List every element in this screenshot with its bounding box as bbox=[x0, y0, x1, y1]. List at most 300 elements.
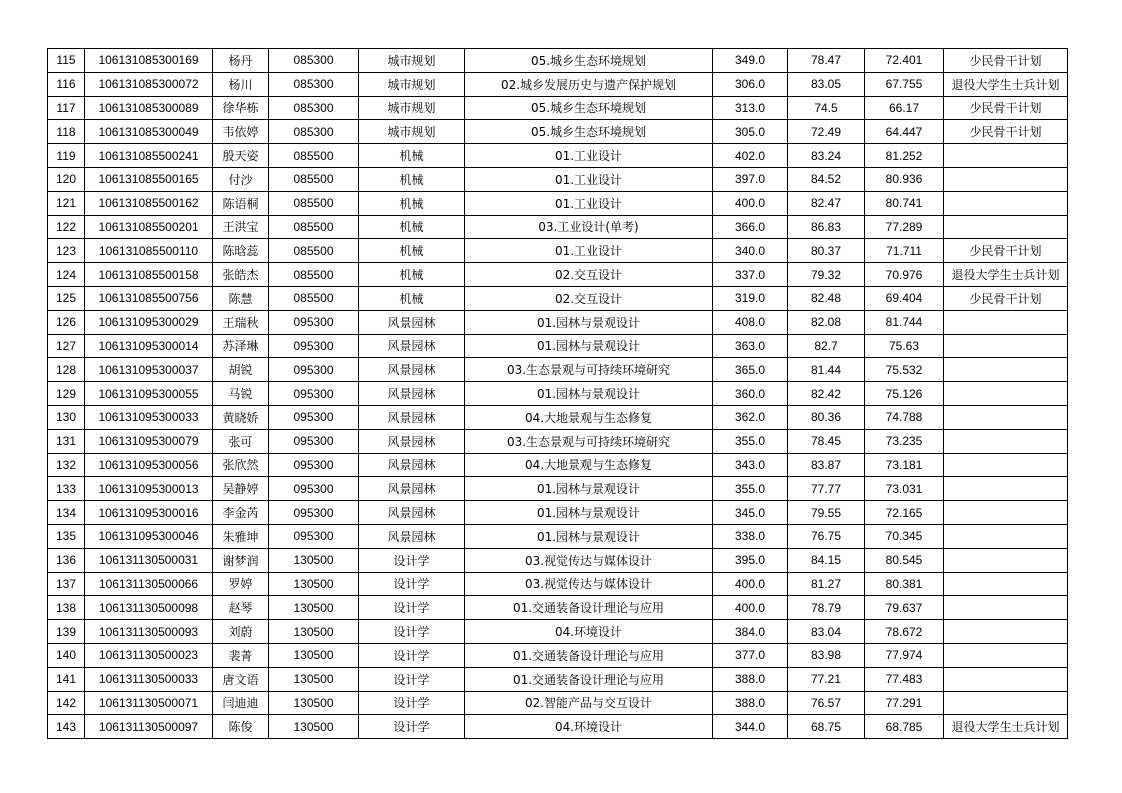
row-index-cell: 123 bbox=[48, 239, 85, 263]
candidate-name-cell: 徐华栋 bbox=[213, 96, 269, 120]
candidate-name-cell: 张欣然 bbox=[213, 453, 269, 477]
table-row bbox=[48, 167, 1068, 191]
candidate-name-cell: 王瑞秋 bbox=[213, 310, 269, 334]
initial-score-cell: 397.0 bbox=[713, 167, 788, 191]
special-plan-cell bbox=[944, 167, 1068, 191]
interview-score-cell: 82.08 bbox=[788, 310, 865, 334]
major-code-cell: 095300 bbox=[269, 524, 359, 548]
row-index-cell: 141 bbox=[48, 667, 85, 691]
special-plan-cell: 退役大学生士兵计划 bbox=[944, 715, 1068, 739]
row-index-cell: 135 bbox=[48, 524, 85, 548]
initial-score-cell: 340.0 bbox=[713, 239, 788, 263]
research-direction-cell: 01.园林与景观设计 bbox=[465, 334, 713, 358]
major-name-cell: 风景园林 bbox=[359, 501, 465, 525]
major-code-cell: 095300 bbox=[269, 334, 359, 358]
interview-score-cell: 72.49 bbox=[788, 120, 865, 144]
special-plan-cell: 少民骨干计划 bbox=[944, 96, 1068, 120]
major-code-cell: 095300 bbox=[269, 429, 359, 453]
major-code-cell: 130500 bbox=[269, 596, 359, 620]
candidate-name-cell: 吴静婷 bbox=[213, 477, 269, 501]
research-direction-cell: 01.交通装备设计理论与应用 bbox=[465, 596, 713, 620]
table-row bbox=[48, 286, 1068, 310]
initial-score-cell: 306.0 bbox=[713, 72, 788, 96]
special-plan-cell bbox=[944, 215, 1068, 239]
candidate-name-cell: 杨川 bbox=[213, 72, 269, 96]
research-direction-cell: 05.城乡生态环境规划 bbox=[465, 96, 713, 120]
row-index-cell: 121 bbox=[48, 191, 85, 215]
initial-score-cell: 355.0 bbox=[713, 477, 788, 501]
row-index-cell: 118 bbox=[48, 120, 85, 144]
initial-score-cell: 305.0 bbox=[713, 120, 788, 144]
exam-number-cell: 106131085500756 bbox=[85, 286, 213, 310]
row-index-cell: 134 bbox=[48, 501, 85, 525]
initial-score-cell: 344.0 bbox=[713, 715, 788, 739]
row-index-cell: 133 bbox=[48, 477, 85, 501]
initial-score-cell: 402.0 bbox=[713, 144, 788, 168]
row-index-cell: 115 bbox=[48, 49, 85, 73]
total-score-cell: 79.637 bbox=[865, 596, 944, 620]
research-direction-cell: 05.城乡生态环境规划 bbox=[465, 49, 713, 73]
row-index-cell: 129 bbox=[48, 382, 85, 406]
table-body bbox=[48, 49, 1068, 739]
total-score-cell: 69.404 bbox=[865, 286, 944, 310]
total-score-cell: 70.976 bbox=[865, 263, 944, 287]
initial-score-cell: 388.0 bbox=[713, 691, 788, 715]
special-plan-cell bbox=[944, 429, 1068, 453]
initial-score-cell: 377.0 bbox=[713, 643, 788, 667]
exam-number-cell: 106131085500158 bbox=[85, 263, 213, 287]
table-row bbox=[48, 120, 1068, 144]
research-direction-cell: 01.工业设计 bbox=[465, 239, 713, 263]
research-direction-cell: 04.环境设计 bbox=[465, 715, 713, 739]
table-row bbox=[48, 191, 1068, 215]
major-name-cell: 设计学 bbox=[359, 667, 465, 691]
table-row bbox=[48, 572, 1068, 596]
initial-score-cell: 363.0 bbox=[713, 334, 788, 358]
table-row bbox=[48, 643, 1068, 667]
major-code-cell: 095300 bbox=[269, 310, 359, 334]
major-name-cell: 设计学 bbox=[359, 572, 465, 596]
total-score-cell: 75.532 bbox=[865, 358, 944, 382]
major-code-cell: 085500 bbox=[269, 286, 359, 310]
special-plan-cell bbox=[944, 334, 1068, 358]
candidate-name-cell: 赵琴 bbox=[213, 596, 269, 620]
major-name-cell: 风景园林 bbox=[359, 382, 465, 406]
major-code-cell: 130500 bbox=[269, 620, 359, 644]
initial-score-cell: 337.0 bbox=[713, 263, 788, 287]
special-plan-cell bbox=[944, 667, 1068, 691]
interview-score-cell: 78.79 bbox=[788, 596, 865, 620]
total-score-cell: 68.785 bbox=[865, 715, 944, 739]
major-code-cell: 085500 bbox=[269, 144, 359, 168]
admissions-table bbox=[47, 48, 1068, 739]
candidate-name-cell: 杨丹 bbox=[213, 49, 269, 73]
major-code-cell: 095300 bbox=[269, 477, 359, 501]
table-row bbox=[48, 453, 1068, 477]
candidate-name-cell: 张皓杰 bbox=[213, 263, 269, 287]
candidate-name-cell: 马锐 bbox=[213, 382, 269, 406]
exam-number-cell: 106131085300169 bbox=[85, 49, 213, 73]
major-code-cell: 130500 bbox=[269, 691, 359, 715]
research-direction-cell: 03.生态景观与可持续环境研究 bbox=[465, 429, 713, 453]
row-index-cell: 127 bbox=[48, 334, 85, 358]
research-direction-cell: 05.城乡生态环境规划 bbox=[465, 120, 713, 144]
major-code-cell: 095300 bbox=[269, 501, 359, 525]
major-name-cell: 设计学 bbox=[359, 596, 465, 620]
candidate-name-cell: 谢梦润 bbox=[213, 548, 269, 572]
row-index-cell: 138 bbox=[48, 596, 85, 620]
interview-score-cell: 84.15 bbox=[788, 548, 865, 572]
initial-score-cell: 355.0 bbox=[713, 429, 788, 453]
row-index-cell: 119 bbox=[48, 144, 85, 168]
research-direction-cell: 02.城乡发展历史与遗产保护规划 bbox=[465, 72, 713, 96]
candidate-name-cell: 韦依婷 bbox=[213, 120, 269, 144]
special-plan-cell bbox=[944, 477, 1068, 501]
major-name-cell: 机械 bbox=[359, 263, 465, 287]
row-index-cell: 124 bbox=[48, 263, 85, 287]
exam-number-cell: 106131130500031 bbox=[85, 548, 213, 572]
major-code-cell: 130500 bbox=[269, 715, 359, 739]
research-direction-cell: 01.交通装备设计理论与应用 bbox=[465, 643, 713, 667]
table-row bbox=[48, 49, 1068, 73]
special-plan-cell: 少民骨干计划 bbox=[944, 286, 1068, 310]
major-code-cell: 095300 bbox=[269, 358, 359, 382]
interview-score-cell: 83.87 bbox=[788, 453, 865, 477]
exam-number-cell: 106131130500066 bbox=[85, 572, 213, 596]
interview-score-cell: 77.21 bbox=[788, 667, 865, 691]
exam-number-cell: 106131085500162 bbox=[85, 191, 213, 215]
table-row bbox=[48, 144, 1068, 168]
candidate-name-cell: 张可 bbox=[213, 429, 269, 453]
exam-number-cell: 106131085500241 bbox=[85, 144, 213, 168]
major-name-cell: 风景园林 bbox=[359, 429, 465, 453]
interview-score-cell: 84.52 bbox=[788, 167, 865, 191]
major-name-cell: 设计学 bbox=[359, 643, 465, 667]
major-name-cell: 机械 bbox=[359, 215, 465, 239]
major-name-cell: 风景园林 bbox=[359, 334, 465, 358]
major-name-cell: 设计学 bbox=[359, 620, 465, 644]
research-direction-cell: 04.大地景观与生态修复 bbox=[465, 453, 713, 477]
row-index-cell: 128 bbox=[48, 358, 85, 382]
initial-score-cell: 313.0 bbox=[713, 96, 788, 120]
candidate-name-cell: 罗婷 bbox=[213, 572, 269, 596]
candidate-name-cell: 裴菁 bbox=[213, 643, 269, 667]
major-name-cell: 机械 bbox=[359, 239, 465, 263]
exam-number-cell: 106131095300016 bbox=[85, 501, 213, 525]
major-name-cell: 城市规划 bbox=[359, 96, 465, 120]
major-name-cell: 城市规划 bbox=[359, 120, 465, 144]
row-index-cell: 131 bbox=[48, 429, 85, 453]
row-index-cell: 140 bbox=[48, 643, 85, 667]
interview-score-cell: 79.32 bbox=[788, 263, 865, 287]
table-row bbox=[48, 524, 1068, 548]
exam-number-cell: 106131130500098 bbox=[85, 596, 213, 620]
major-code-cell: 130500 bbox=[269, 572, 359, 596]
interview-score-cell: 83.05 bbox=[788, 72, 865, 96]
candidate-name-cell: 陈语桐 bbox=[213, 191, 269, 215]
major-name-cell: 城市规划 bbox=[359, 49, 465, 73]
research-direction-cell: 03.生态景观与可持续环境研究 bbox=[465, 358, 713, 382]
research-direction-cell: 01.园林与景观设计 bbox=[465, 310, 713, 334]
special-plan-cell bbox=[944, 453, 1068, 477]
total-score-cell: 75.126 bbox=[865, 382, 944, 406]
row-index-cell: 122 bbox=[48, 215, 85, 239]
row-index-cell: 139 bbox=[48, 620, 85, 644]
initial-score-cell: 345.0 bbox=[713, 501, 788, 525]
initial-score-cell: 362.0 bbox=[713, 405, 788, 429]
exam-number-cell: 106131095300029 bbox=[85, 310, 213, 334]
total-score-cell: 72.165 bbox=[865, 501, 944, 525]
total-score-cell: 73.181 bbox=[865, 453, 944, 477]
special-plan-cell bbox=[944, 382, 1068, 406]
interview-score-cell: 82.42 bbox=[788, 382, 865, 406]
row-index-cell: 132 bbox=[48, 453, 85, 477]
table-row bbox=[48, 72, 1068, 96]
major-name-cell: 设计学 bbox=[359, 715, 465, 739]
table-row bbox=[48, 596, 1068, 620]
interview-score-cell: 68.75 bbox=[788, 715, 865, 739]
table-row bbox=[48, 501, 1068, 525]
special-plan-cell: 退役大学生士兵计划 bbox=[944, 263, 1068, 287]
candidate-name-cell: 朱雅坤 bbox=[213, 524, 269, 548]
exam-number-cell: 106131095300055 bbox=[85, 382, 213, 406]
table-row bbox=[48, 358, 1068, 382]
total-score-cell: 80.545 bbox=[865, 548, 944, 572]
candidate-name-cell: 陈慧 bbox=[213, 286, 269, 310]
initial-score-cell: 366.0 bbox=[713, 215, 788, 239]
major-code-cell: 130500 bbox=[269, 643, 359, 667]
table-row bbox=[48, 667, 1068, 691]
interview-score-cell: 83.04 bbox=[788, 620, 865, 644]
row-index-cell: 143 bbox=[48, 715, 85, 739]
exam-number-cell: 106131095300079 bbox=[85, 429, 213, 453]
special-plan-cell bbox=[944, 358, 1068, 382]
total-score-cell: 70.345 bbox=[865, 524, 944, 548]
total-score-cell: 78.672 bbox=[865, 620, 944, 644]
table-row bbox=[48, 239, 1068, 263]
row-index-cell: 126 bbox=[48, 310, 85, 334]
interview-score-cell: 79.55 bbox=[788, 501, 865, 525]
table-row bbox=[48, 215, 1068, 239]
special-plan-cell bbox=[944, 620, 1068, 644]
total-score-cell: 77.289 bbox=[865, 215, 944, 239]
total-score-cell: 80.381 bbox=[865, 572, 944, 596]
initial-score-cell: 384.0 bbox=[713, 620, 788, 644]
exam-number-cell: 106131095300014 bbox=[85, 334, 213, 358]
major-code-cell: 095300 bbox=[269, 382, 359, 406]
research-direction-cell: 01.园林与景观设计 bbox=[465, 477, 713, 501]
total-score-cell: 74.788 bbox=[865, 405, 944, 429]
major-code-cell: 085500 bbox=[269, 215, 359, 239]
table-row bbox=[48, 691, 1068, 715]
exam-number-cell: 106131085300089 bbox=[85, 96, 213, 120]
row-index-cell: 137 bbox=[48, 572, 85, 596]
interview-score-cell: 78.45 bbox=[788, 429, 865, 453]
interview-score-cell: 76.57 bbox=[788, 691, 865, 715]
major-name-cell: 机械 bbox=[359, 286, 465, 310]
research-direction-cell: 02.交互设计 bbox=[465, 263, 713, 287]
exam-number-cell: 106131095300056 bbox=[85, 453, 213, 477]
research-direction-cell: 01.园林与景观设计 bbox=[465, 524, 713, 548]
candidate-name-cell: 唐文语 bbox=[213, 667, 269, 691]
interview-score-cell: 82.47 bbox=[788, 191, 865, 215]
row-index-cell: 130 bbox=[48, 405, 85, 429]
candidate-name-cell: 殷天姿 bbox=[213, 144, 269, 168]
total-score-cell: 73.235 bbox=[865, 429, 944, 453]
major-code-cell: 085500 bbox=[269, 191, 359, 215]
major-code-cell: 095300 bbox=[269, 453, 359, 477]
special-plan-cell: 少民骨干计划 bbox=[944, 120, 1068, 144]
exam-number-cell: 106131130500071 bbox=[85, 691, 213, 715]
exam-number-cell: 106131130500093 bbox=[85, 620, 213, 644]
major-name-cell: 风景园林 bbox=[359, 405, 465, 429]
exam-number-cell: 106131085300049 bbox=[85, 120, 213, 144]
total-score-cell: 77.291 bbox=[865, 691, 944, 715]
row-index-cell: 142 bbox=[48, 691, 85, 715]
initial-score-cell: 400.0 bbox=[713, 596, 788, 620]
initial-score-cell: 365.0 bbox=[713, 358, 788, 382]
major-name-cell: 机械 bbox=[359, 144, 465, 168]
exam-number-cell: 106131095300013 bbox=[85, 477, 213, 501]
major-name-cell: 风景园林 bbox=[359, 358, 465, 382]
initial-score-cell: 349.0 bbox=[713, 49, 788, 73]
total-score-cell: 66.17 bbox=[865, 96, 944, 120]
total-score-cell: 77.974 bbox=[865, 643, 944, 667]
major-code-cell: 085300 bbox=[269, 49, 359, 73]
table-row bbox=[48, 96, 1068, 120]
research-direction-cell: 02.交互设计 bbox=[465, 286, 713, 310]
major-code-cell: 130500 bbox=[269, 667, 359, 691]
research-direction-cell: 01.工业设计 bbox=[465, 191, 713, 215]
interview-score-cell: 83.98 bbox=[788, 643, 865, 667]
special-plan-cell bbox=[944, 191, 1068, 215]
table-row bbox=[48, 429, 1068, 453]
initial-score-cell: 400.0 bbox=[713, 191, 788, 215]
total-score-cell: 81.744 bbox=[865, 310, 944, 334]
candidate-name-cell: 付沙 bbox=[213, 167, 269, 191]
major-name-cell: 机械 bbox=[359, 191, 465, 215]
total-score-cell: 73.031 bbox=[865, 477, 944, 501]
exam-number-cell: 106131095300046 bbox=[85, 524, 213, 548]
candidate-name-cell: 陈晗蕊 bbox=[213, 239, 269, 263]
major-code-cell: 085300 bbox=[269, 72, 359, 96]
interview-score-cell: 80.36 bbox=[788, 405, 865, 429]
special-plan-cell bbox=[944, 643, 1068, 667]
row-index-cell: 117 bbox=[48, 96, 85, 120]
table-row bbox=[48, 548, 1068, 572]
major-code-cell: 085300 bbox=[269, 96, 359, 120]
major-code-cell: 085300 bbox=[269, 120, 359, 144]
total-score-cell: 80.741 bbox=[865, 191, 944, 215]
interview-score-cell: 82.7 bbox=[788, 334, 865, 358]
interview-score-cell: 82.48 bbox=[788, 286, 865, 310]
table-row bbox=[48, 263, 1068, 287]
total-score-cell: 77.483 bbox=[865, 667, 944, 691]
interview-score-cell: 74.5 bbox=[788, 96, 865, 120]
research-direction-cell: 01.工业设计 bbox=[465, 167, 713, 191]
row-index-cell: 120 bbox=[48, 167, 85, 191]
interview-score-cell: 78.47 bbox=[788, 49, 865, 73]
table-row bbox=[48, 620, 1068, 644]
exam-number-cell: 106131085300072 bbox=[85, 72, 213, 96]
exam-number-cell: 106131095300037 bbox=[85, 358, 213, 382]
total-score-cell: 81.252 bbox=[865, 144, 944, 168]
major-code-cell: 085500 bbox=[269, 239, 359, 263]
research-direction-cell: 03.工业设计(单考) bbox=[465, 215, 713, 239]
candidate-name-cell: 闫迪迪 bbox=[213, 691, 269, 715]
special-plan-cell bbox=[944, 548, 1068, 572]
special-plan-cell bbox=[944, 144, 1068, 168]
interview-score-cell: 76.75 bbox=[788, 524, 865, 548]
research-direction-cell: 03.视觉传达与媒体设计 bbox=[465, 548, 713, 572]
major-name-cell: 风景园林 bbox=[359, 310, 465, 334]
major-code-cell: 085500 bbox=[269, 167, 359, 191]
major-name-cell: 城市规划 bbox=[359, 72, 465, 96]
interview-score-cell: 80.37 bbox=[788, 239, 865, 263]
table-row bbox=[48, 310, 1068, 334]
major-name-cell: 机械 bbox=[359, 167, 465, 191]
table-row bbox=[48, 715, 1068, 739]
special-plan-cell: 退役大学生士兵计划 bbox=[944, 72, 1068, 96]
initial-score-cell: 319.0 bbox=[713, 286, 788, 310]
research-direction-cell: 03.视觉传达与媒体设计 bbox=[465, 572, 713, 596]
exam-number-cell: 106131130500033 bbox=[85, 667, 213, 691]
table-row bbox=[48, 382, 1068, 406]
table-row bbox=[48, 334, 1068, 358]
special-plan-cell: 少民骨干计划 bbox=[944, 49, 1068, 73]
candidate-name-cell: 王洪宝 bbox=[213, 215, 269, 239]
row-index-cell: 125 bbox=[48, 286, 85, 310]
initial-score-cell: 360.0 bbox=[713, 382, 788, 406]
table-row bbox=[48, 477, 1068, 501]
research-direction-cell: 01.工业设计 bbox=[465, 144, 713, 168]
total-score-cell: 71.711 bbox=[865, 239, 944, 263]
research-direction-cell: 04.大地景观与生态修复 bbox=[465, 405, 713, 429]
interview-score-cell: 81.44 bbox=[788, 358, 865, 382]
research-direction-cell: 01.园林与景观设计 bbox=[465, 382, 713, 406]
research-direction-cell: 02.智能产品与交互设计 bbox=[465, 691, 713, 715]
exam-number-cell: 106131085500201 bbox=[85, 215, 213, 239]
special-plan-cell: 少民骨干计划 bbox=[944, 239, 1068, 263]
table-row bbox=[48, 405, 1068, 429]
total-score-cell: 67.755 bbox=[865, 72, 944, 96]
initial-score-cell: 408.0 bbox=[713, 310, 788, 334]
exam-number-cell: 106131095300033 bbox=[85, 405, 213, 429]
total-score-cell: 64.447 bbox=[865, 120, 944, 144]
major-code-cell: 130500 bbox=[269, 548, 359, 572]
row-index-cell: 136 bbox=[48, 548, 85, 572]
interview-score-cell: 83.24 bbox=[788, 144, 865, 168]
major-name-cell: 风景园林 bbox=[359, 453, 465, 477]
exam-number-cell: 106131130500023 bbox=[85, 643, 213, 667]
initial-score-cell: 338.0 bbox=[713, 524, 788, 548]
special-plan-cell bbox=[944, 524, 1068, 548]
interview-score-cell: 86.83 bbox=[788, 215, 865, 239]
row-index-cell: 116 bbox=[48, 72, 85, 96]
interview-score-cell: 81.27 bbox=[788, 572, 865, 596]
special-plan-cell bbox=[944, 596, 1068, 620]
total-score-cell: 75.63 bbox=[865, 334, 944, 358]
major-name-cell: 风景园林 bbox=[359, 477, 465, 501]
special-plan-cell bbox=[944, 310, 1068, 334]
candidate-name-cell: 刘蔚 bbox=[213, 620, 269, 644]
major-name-cell: 风景园林 bbox=[359, 524, 465, 548]
exam-number-cell: 106131085500110 bbox=[85, 239, 213, 263]
total-score-cell: 80.936 bbox=[865, 167, 944, 191]
major-code-cell: 095300 bbox=[269, 405, 359, 429]
candidate-name-cell: 李金芮 bbox=[213, 501, 269, 525]
interview-score-cell: 77.77 bbox=[788, 477, 865, 501]
